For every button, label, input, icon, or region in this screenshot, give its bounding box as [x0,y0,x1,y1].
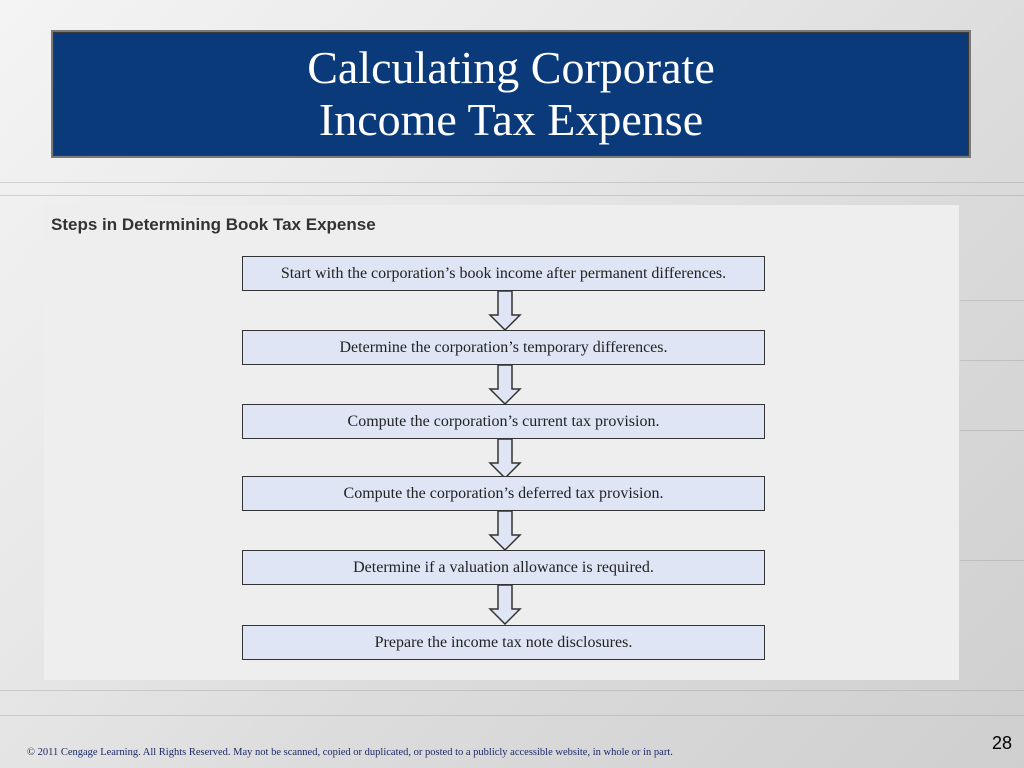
slide-title-line-1: Calculating Corporate [307,42,715,93]
slide-title-banner [51,30,971,158]
step-box-3: Compute the corporation’s current tax provision. [242,404,765,439]
step-box-1: Start with the corporation’s book income after permanent differences. [242,256,765,291]
down-arrow-icon [488,511,522,551]
flowchart-panel [44,205,959,680]
down-arrow-icon [488,585,522,625]
step-box-4: Compute the corporation’s deferred tax provision. [242,476,765,511]
down-arrow-icon [488,439,522,479]
step-box-2: Determine the corporation’s temporary differences. [242,330,765,365]
flowchart-heading: Steps in Determining Book Tax Expense [51,215,376,234]
down-arrow-icon [488,291,522,331]
step-box-6: Prepare the income tax note disclosures. [242,625,765,660]
step-box-5: Determine if a valuation allowance is required. [242,550,765,585]
copyright-footer: © 2011 Cengage Learning. All Rights Reserved. May not be scanned, copied or duplicated, or posted to a publicly accessible website, in whole or in part. [27,747,673,758]
slide-title-line-2: Income Tax Expense [318,94,704,145]
page-number: 28 [991,733,1012,753]
down-arrow-icon [488,365,522,405]
